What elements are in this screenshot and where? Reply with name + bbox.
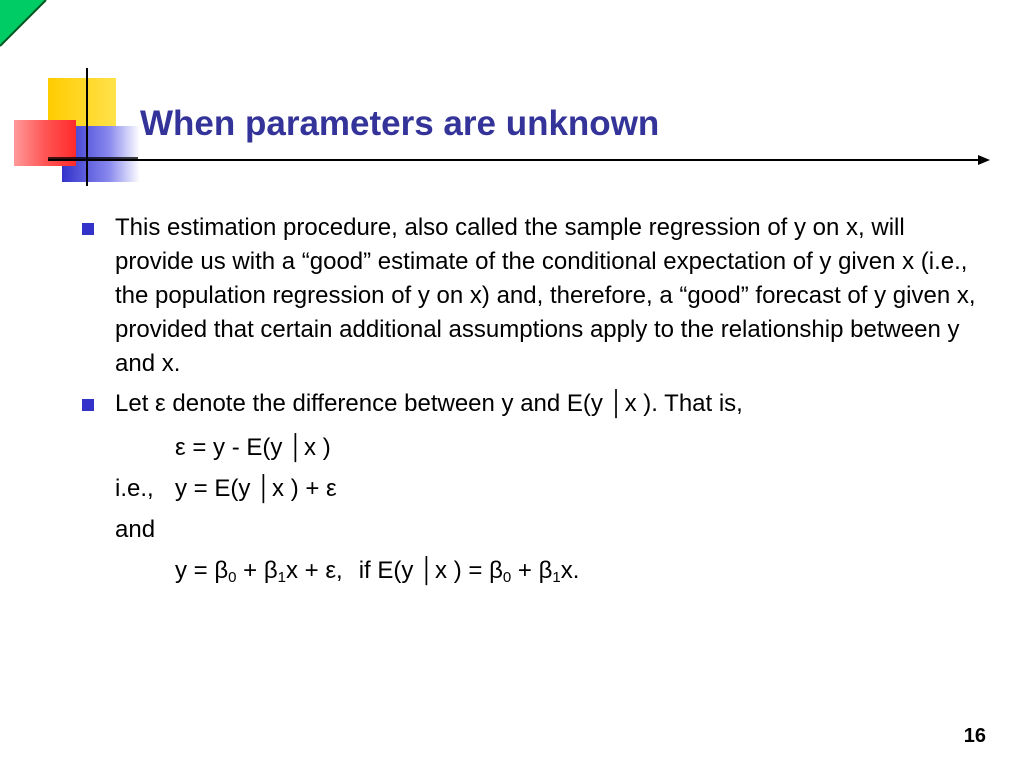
title-decoration (0, 0, 150, 200)
bullet-item (80, 387, 980, 421)
bullet-square-icon (82, 223, 94, 235)
equation-linear-model: $y = \beta_0 + \beta_1x + \varepsilon$, if E(y │x ) = $\beta_0 + \beta_1x$. (175, 557, 580, 586)
bullet-text: Let ε denote the difference between y and E(y │x ). That is, (115, 390, 743, 417)
equation-ie (80, 468, 980, 509)
slide-title: When parameters are unknown (140, 104, 660, 143)
equation-y-expectation: y = E(y │x ) + ε (175, 475, 337, 502)
equation-epsilon: ε = y - E(y │x ) (175, 434, 331, 461)
page-number: 16 (963, 725, 986, 747)
bullet-item (80, 211, 980, 381)
title-underline-arrow (48, 150, 992, 170)
bullet-square-icon (82, 399, 94, 411)
ie-prefix: i.e., (115, 475, 154, 502)
and-word: and (115, 516, 156, 543)
slide-body (80, 211, 980, 591)
bullet-text: This estimation procedure, also called the sample regression of y on x, will provide us with a “good” estimate of the conditional expectation of y given x (i.e., the population regression of y on x) and, therefore, a “good” forecast of y given x, provided that certain additional assumptions apply to the relationship between y and x. (115, 214, 976, 377)
